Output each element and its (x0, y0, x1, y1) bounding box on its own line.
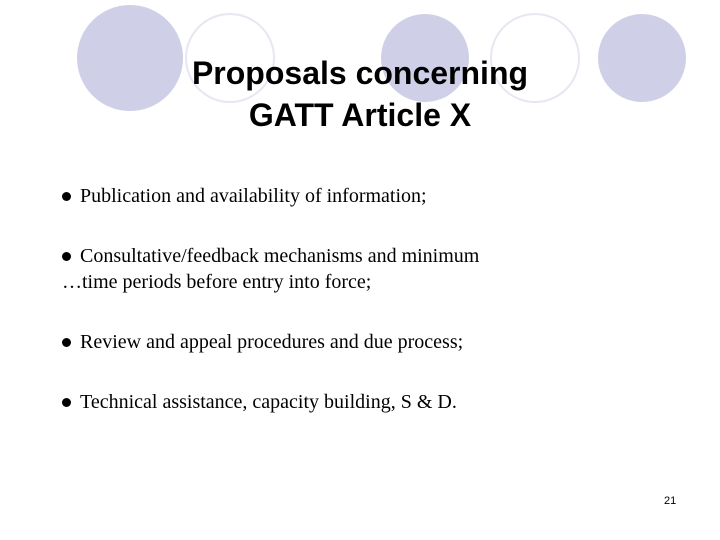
bullet-dot-icon (62, 252, 71, 261)
slide-title-line-1: Proposals concerning (191, 55, 529, 91)
bullet-item (62, 329, 682, 355)
bullet-item (62, 243, 682, 295)
slide-title (110, 52, 610, 136)
bullet-list (62, 183, 682, 415)
bullet-dot-icon (62, 338, 71, 347)
bullet-item (62, 389, 682, 415)
bullet-continuation-line (62, 269, 682, 295)
bullet-text: Consultative/feedback mechanisms and minimum (80, 245, 480, 267)
slide-title-line-2: GATT Article X (248, 97, 472, 133)
bullet-item (62, 183, 682, 209)
bullet-continuation-text: time periods before entry into force; (82, 271, 372, 293)
bullet-dot-icon (62, 192, 71, 201)
bullet-text: Technical assistance, capacity building, S & D. (80, 391, 457, 413)
decorative-circle (598, 14, 686, 102)
bullet-text: Publication and availability of information; (80, 185, 427, 207)
bullet-dot-icon (62, 398, 71, 407)
page-number: 21 (664, 495, 677, 507)
bullet-text: Review and appeal procedures and due process; (80, 331, 464, 353)
continuation-ellipsis: … (62, 271, 82, 293)
